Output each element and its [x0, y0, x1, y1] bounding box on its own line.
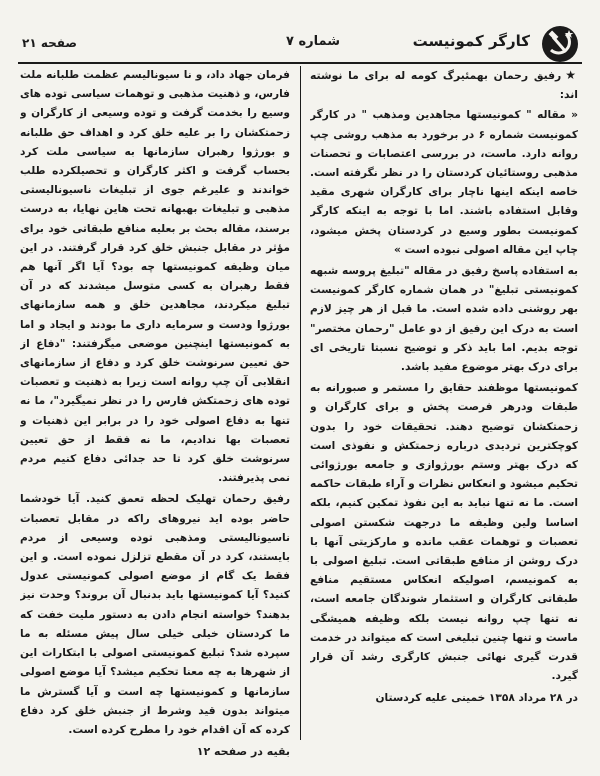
hammer-sickle-icon	[540, 24, 580, 64]
page-number: صفحه ۲۱	[22, 36, 77, 50]
issue-number: شماره ۷	[286, 34, 341, 49]
continued-note: بقیه در صفحه ۱۲	[196, 745, 290, 758]
article-paragraph: « مقاله " کمونیستها مجاهدین ومذهب " در کارگر کمونیست شماره ۶ در برخورد به مذهب روشی چپ روانه دارد. ماست، در بررسی اعتصابات و تحصنات مذهبی روستائیان کردستان را در نظر نگرفته است. خاصه اینکه اینها ناچار برای کارگران شهری مقید وقابل استفاده باشند. اما با توجه به اینکه کارگر کمونیست بطور وسیع در کردستان پخش میشود، چاپ این مقاله اصولی نبوده است »	[310, 109, 578, 256]
publication-title: کارگر کمونیست	[412, 32, 530, 50]
header-rule	[18, 62, 582, 64]
article-paragraph: کمونیستها موظفند حقایق را مستمر و صبورانه به طبقات ودرهر فرصت پخش و برای کارگران و زحمتکشان توضیح دهند. تحقیقات خود را بدون کوچکترین تردیدی درباره زحمتکش و نفوذی است که درک بهتر وستم بورژوازی و جامعه بورژوائی تحکیم میشود و انعکاس نظرات و آراء طبقات حاکمه است. ما نه تنها نباید به این نفوذ تمکین کنیم، بلکه اساسا ولین وظیفه ما درجهت شکستن اصولی تعصبات و توهمات عقب مانده و مارکزیتی آنها با درک روشن از منافع طبقاتی است. تبلیغ اصولی با به کمونیسم، اصولیکه انعکاس مستقیم منافع طبقاتی کارگران و استثمار شوندگان جامعه است، نه تنها چپ روانه نیست بلکه وظیفه همیشگی ماست و تنها چنین تبلیغی است که میتواند در خدمت قدرت گیری نهائی جنبش کارگری رشد آن قرار گیرد.	[310, 382, 578, 683]
left-column	[20, 66, 290, 742]
article-paragraph: فرمان جهاد داد، و نا سیونالیسم عظمت طلبانه ملت فارس، و ذهنیت مذهبی و توهمات سیاسی توده های وسیع را بخدمت گرفت و توده وسیعی از کارگران و زحمتکشان را بر علیه خلق کرد و اهداف حق طلبانه و بورژوا رهبران سازمانها به سیاسی ملت کرد بحساب گرفت و اکثر کارگران و تحصیلکرده طلب خواندند و علیرغم جوی از تبلیغات ناسیونالیستی مذهبی و تبلیغات بهبهانه تحت هاین نهایا، به درست برسند، مقاله بحث بر بعلیه منافع طبقاتی خود برای مؤثر در مقابل جنبش خلق کرد قرار گرفتند. در این میان وظیفه کمونیستها چه بود؟ آیا اگر آنها هم فقط رهبران به کسی متوسل میشدند که در آن تبلیغ میکردند، مجاهدین خلق و همه سازمانهای بورژوا ودست و سرمایه داری ما بودند و ایجاد و اما به کمونیستها اینچنین موضعی میگرفتند: "دفاع از حق تعیین سرنوشت خلق کرد و دفاع از سازمانهای انقلابی آن چپ روانه است زیرا به ذهنیت و تعصبات توده های زحمتکش فارس را در نظر نمیگیرد"، ما نه تنها به دفاع اصولی خود را در برابر این ذهنیات و تعصبات بها ندادیم، ما نه فقط از حق تعیین سرنوشت خلق کرد تا حد جدائی دفاع کنیم مردم نمی پذیرفتند.	[20, 69, 290, 485]
page-header	[18, 22, 582, 64]
star-icon: ★	[565, 68, 578, 82]
right-column	[310, 66, 578, 742]
column-divider	[300, 66, 301, 740]
intro-line: ★رفیق رحمان بهمئیرگ کومه له برای ما نوشته اند:	[310, 68, 578, 102]
article-paragraph: رفیق رحمان تهلیک لحظه تعمق کنید. آیا خودشما حاضر بوده اید نیروهای راکه در مقابل تعصبات ناسیونالیستی ومذهبی توده وسیعی از مردم بایستند، کرد در آن مقطع تزلزل نموده است. و این فقط یک گام از موضع اصولی کمونیستی عدول کنید؟ آیا کمونیستها باید بدنبال آن بروند؟ وحدت نیز بدهند؟ خواسته انجام دادن به دستور ملیت خفت که ما کردستان خیلی خیلی سال پیش مسئله به ما سپرده شد؟ تبلیغ کمونیستی اصولی با ابتکارات این از شهرها به چه معنا تحکیم میشد؟ آیا موضع اصولی سازمانها و کمونیستها چه است و آیا گسترش ما میتواند بدون قید وشرط از جنبش خلق کرد دفاع کرده که آن اقدام خود را مطرح کرده است.	[20, 493, 290, 736]
article-paragraph: به استفاده پاسخ رفیق در مقاله "تبلیغ پروسه شبهه کمونیستی تبلیغ" در همان شماره کارگر کمونیست بهر روشنی داده شده است. ما قبل از هر چیز لازم است به درک این رفیق از دو عامل "رحمان مختصر" توجه بدیم. اما باید ذکر و توضیح نسبتا تاریخی ای برای درک بهتر موضوع مفید باشد.	[310, 265, 578, 374]
date-line: در ۲۸ مرداد ۱۳۵۸ خمینی علیه کردستان	[375, 691, 578, 704]
